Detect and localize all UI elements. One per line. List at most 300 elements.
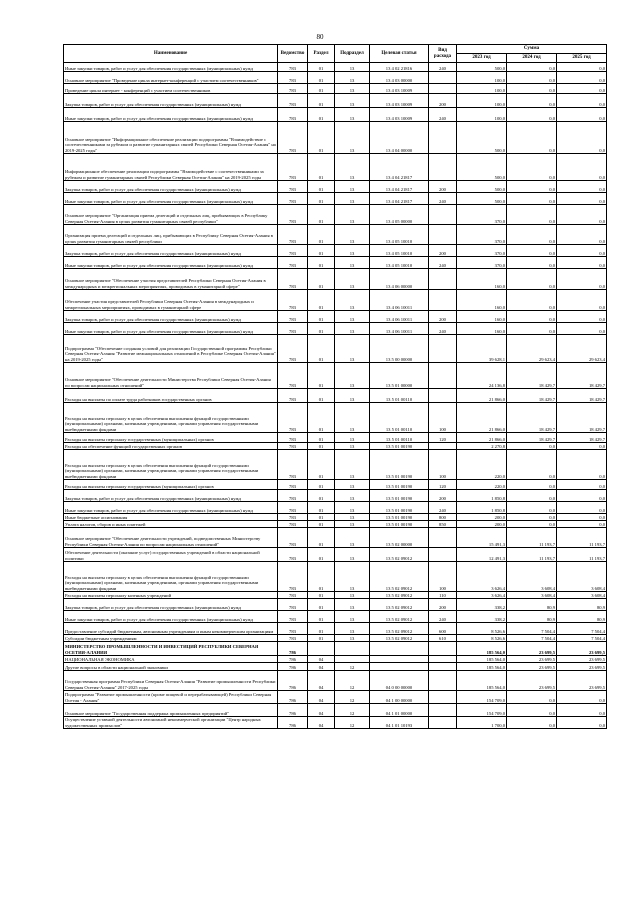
header-podrazdel: Подраздел [335,45,370,63]
row-expense-type-cell: 800 [429,514,457,521]
row-razdel-cell: 01 [308,193,335,205]
row-target-article-cell: 13 5 00 00000 [370,335,429,363]
row-name-cell: Закупка товаров, работ и услуг для обеспечения государственных (муниципальных) нужд [64,599,278,611]
table-row [64,84,607,94]
row-sum-2025-cell: 7 504,4 [557,623,607,635]
row-sum-2023-cell: 100,0 [457,72,507,84]
row-name-cell: Обеспечение участия представителей Республики Северная Осетия-Алания в международных и межрегиональных мероприятиях, проводимых в гуманитарной сфере [64,290,278,311]
row-sum-2025-cell: 3 608,4 [557,592,607,599]
row-expense-type-cell [429,225,457,245]
row-podrazdel-cell: 13 [335,521,370,528]
row-ved-cell: 783 [278,433,308,443]
row-expense-type-cell [429,205,457,225]
row-name-cell: Закупка товаров, работ и услуг для обеспечения государственных (муниципальных) нужд [64,181,278,193]
row-podrazdel-cell: 13 [335,84,370,94]
table-row [64,691,607,704]
row-expense-type-cell [429,122,457,154]
row-ved-cell: 783 [278,94,308,108]
row-sum-2023-cell: 185 564,0 [457,642,507,656]
table-row [64,592,607,599]
header-expense-type: Вид расхода [429,45,457,63]
row-ved-cell: 783 [278,225,308,245]
row-name-cell: Проведение цикла интернет - конференций с участием соотечественников [64,84,278,94]
row-sum-2023-cell: 220,0 [457,480,507,490]
row-ved-cell: 783 [278,562,308,592]
row-razdel-cell: 01 [308,611,335,623]
row-sum-2023-cell: 370,0 [457,205,507,225]
row-sum-2025-cell: 0,0 [557,269,607,290]
header-year-2024: 2024 год [507,54,557,63]
row-podrazdel-cell: 13 [335,269,370,290]
row-ved-cell: 783 [278,63,308,72]
row-sum-2023-cell: 39 628,1 [457,335,507,363]
row-name-cell: Основное мероприятие "Проведение цикла интернет-конференций с участием соотечественников" [64,72,278,84]
row-sum-2025-cell: 0,0 [557,122,607,154]
row-podrazdel-cell: 13 [335,480,370,490]
row-expense-type-cell: 100 [429,562,457,592]
row-expense-type-cell: 850 [429,521,457,528]
row-expense-type-cell [429,154,457,181]
table-row [64,450,607,480]
row-sum-2023-cell: 160,0 [457,311,507,323]
row-ved-cell: 783 [278,514,308,521]
row-name-cell: Иные бюджетные ассигнования [64,514,278,521]
row-sum-2024-cell: 18 429,7 [507,403,557,433]
row-sum-2023-cell: 1 850,8 [457,490,507,502]
row-sum-2025-cell: 0,0 [557,225,607,245]
row-sum-2025-cell: 0,0 [557,205,607,225]
row-sum-2025-cell: 0,0 [557,691,607,704]
budget-table [63,44,607,729]
row-ved-cell: 783 [278,290,308,311]
row-sum-2025-cell: 0,0 [557,108,607,122]
table-row [64,94,607,108]
row-ved-cell: 786 [278,717,308,729]
row-expense-type-cell [429,691,457,704]
row-sum-2023-cell: 160,0 [457,323,507,335]
row-sum-2023-cell: 100,0 [457,108,507,122]
row-podrazdel-cell: 13 [335,443,370,450]
row-sum-2023-cell: 185 564,0 [457,656,507,663]
row-ved-cell: 783 [278,205,308,225]
row-razdel-cell: 01 [308,225,335,245]
row-razdel-cell: 01 [308,443,335,450]
row-podrazdel-cell: 12 [335,691,370,704]
row-razdel-cell: 01 [308,63,335,72]
row-podrazdel-cell: 13 [335,562,370,592]
row-target-article-cell: 13 4 05 00000 [370,205,429,225]
row-target-article-cell: 13 4 03 10009 [370,94,429,108]
row-sum-2025-cell: 0,0 [557,290,607,311]
row-sum-2024-cell: 0,0 [507,691,557,704]
row-ved-cell: 783 [278,84,308,94]
row-expense-type-cell [429,72,457,84]
row-target-article-cell: 13 5 02 09012 [370,623,429,635]
row-ved-cell: 783 [278,311,308,323]
row-expense-type-cell: 240 [429,502,457,514]
row-razdel-cell: 04 [308,691,335,704]
row-expense-type-cell: 200 [429,181,457,193]
row-sum-2024-cell: 0,0 [507,225,557,245]
row-sum-2024-cell: 29 623,4 [507,335,557,363]
table-row [64,63,607,72]
row-target-article-cell: 13 5 01 00110 [370,389,429,403]
row-name-cell: Расходы на выплаты по оплате труда работников государственных органов [64,389,278,403]
row-sum-2025-cell: 23 699,5 [557,671,607,691]
row-sum-2024-cell: 0,0 [507,245,557,257]
row-sum-2024-cell: 23 699,5 [507,656,557,663]
row-sum-2023-cell: 154 709,0 [457,691,507,704]
row-sum-2025-cell: 0,0 [557,154,607,181]
row-expense-type-cell [429,389,457,403]
row-expense-type-cell [429,656,457,663]
row-podrazdel-cell: 13 [335,433,370,443]
row-name-cell: Основное мероприятие "Обеспечение деятельности Министерства Республики Северная Осетия-Алания по вопросам национальных отношений" [64,363,278,389]
row-podrazdel-cell: 13 [335,257,370,269]
row-podrazdel-cell: 13 [335,181,370,193]
row-name-cell: Обеспечение деятельности (оказание услуг) государственных учреждений в области национальной политики [64,548,278,562]
row-target-article-cell: 13 4 05 10010 [370,245,429,257]
row-name-cell: Иные закупки товаров, работ и услуг для обеспечения государственных (муниципальных) нужд [64,257,278,269]
row-name-cell: Закупка товаров, работ и услуг для обеспечения государственных (муниципальных) нужд [64,94,278,108]
row-name-cell: Расходы на выплаты персоналу в целях обеспечения выполнения функций государственными (муниципальными) органами, казенными учреждениями, органами управления государственными внебюджетными фондами [64,450,278,480]
row-expense-type-cell [429,663,457,671]
row-sum-2023-cell: 370,0 [457,225,507,245]
table-row [64,154,607,181]
row-sum-2025-cell: 0,0 [557,181,607,193]
row-sum-2023-cell: 12 491,3 [457,548,507,562]
row-expense-type-cell: 600 [429,623,457,635]
row-ved-cell: 783 [278,269,308,290]
row-sum-2025-cell: 23 699,5 [557,642,607,656]
row-target-article-cell [370,656,429,663]
row-name-cell: НАЦИОНАЛЬНАЯ ЭКОНОМИКА [64,656,278,663]
row-sum-2023-cell: 1 850,8 [457,502,507,514]
row-sum-2025-cell: 18 429,7 [557,389,607,403]
row-ved-cell: 783 [278,323,308,335]
row-expense-type-cell: 200 [429,245,457,257]
row-razdel-cell: 01 [308,480,335,490]
row-target-article-cell: 13 5 01 00190 [370,521,429,528]
row-sum-2025-cell: 0,0 [557,502,607,514]
row-podrazdel-cell: 13 [335,514,370,521]
table-row [64,389,607,403]
row-target-article-cell: 13 5 01 00110 [370,403,429,433]
row-razdel-cell: 04 [308,656,335,663]
row-sum-2024-cell: 0,0 [507,521,557,528]
table-row [64,704,607,717]
row-name-cell: Организация приема делегаций и отдельных лиц, прибывающих в Республику Северная Осетия-Алания в целях развития гуманитарных связей республики [64,225,278,245]
row-expense-type-cell: 240 [429,193,457,205]
row-razdel-cell: 01 [308,599,335,611]
row-razdel-cell: 01 [308,72,335,84]
row-razdel-cell: 01 [308,514,335,521]
row-ved-cell: 786 [278,663,308,671]
row-sum-2024-cell: 11 193,7 [507,528,557,548]
row-razdel-cell: 01 [308,521,335,528]
header-year-2025: 2025 год [557,54,607,63]
row-sum-2024-cell: 0,0 [507,480,557,490]
table-row [64,269,607,290]
table-row [64,562,607,592]
table-row [64,290,607,311]
row-sum-2025-cell: 0,0 [557,521,607,528]
row-podrazdel-cell: 13 [335,635,370,642]
row-expense-type-cell [429,335,457,363]
row-sum-2024-cell: 0,0 [507,122,557,154]
row-razdel-cell: 01 [308,502,335,514]
header-name: Наименование [64,45,278,63]
row-target-article-cell: 13 4 06 00000 [370,269,429,290]
row-razdel-cell: 01 [308,335,335,363]
row-podrazdel-cell: 13 [335,450,370,480]
row-razdel-cell: 01 [308,450,335,480]
row-podrazdel-cell: 13 [335,623,370,635]
row-ved-cell: 783 [278,245,308,257]
table-row [64,502,607,514]
row-sum-2025-cell: 0,0 [557,84,607,94]
table-row [64,642,607,656]
row-target-article-cell: 13 5 02 09012 [370,599,429,611]
row-podrazdel-cell: 13 [335,363,370,389]
row-sum-2023-cell: 338,2 [457,611,507,623]
row-razdel-cell: 01 [308,257,335,269]
table-row [64,599,607,611]
row-ved-cell: 786 [278,691,308,704]
row-expense-type-cell [429,269,457,290]
row-sum-2023-cell: 21 866,0 [457,433,507,443]
row-razdel-cell: 01 [308,269,335,290]
row-expense-type-cell: 240 [429,63,457,72]
row-ved-cell: 783 [278,443,308,450]
row-razdel-cell: 01 [308,108,335,122]
row-name-cell: Иные закупки товаров, работ и услуг для обеспечения государственных (муниципальных) нужд [64,108,278,122]
row-name-cell: Иные закупки товаров, работ и услуг для обеспечения государственных (муниципальных) нужд [64,323,278,335]
table-row [64,623,607,635]
row-podrazdel-cell: 13 [335,205,370,225]
table-row [64,335,607,363]
row-expense-type-cell: 240 [429,323,457,335]
row-sum-2024-cell: 23 699,5 [507,663,557,671]
row-target-article-cell: 13 4 04 00000 [370,122,429,154]
table-row [64,433,607,443]
row-sum-2024-cell: 0,0 [507,443,557,450]
row-sum-2024-cell: 0,0 [507,290,557,311]
row-name-cell: Закупка товаров, работ и услуг для обеспечения государственных (муниципальных) нужд [64,311,278,323]
row-razdel-cell: 01 [308,84,335,94]
row-ved-cell: 783 [278,257,308,269]
row-podrazdel-cell: 13 [335,311,370,323]
row-target-article-cell: 04 1 01 10193 [370,717,429,729]
row-ved-cell: 783 [278,548,308,562]
table-row [64,656,607,663]
row-target-article-cell: 13 4 06 10011 [370,323,429,335]
row-sum-2025-cell: 0,0 [557,704,607,717]
row-sum-2024-cell: 23 699,5 [507,642,557,656]
table-row [64,363,607,389]
row-name-cell: Расходы на выплаты персоналу в целях обеспечения выполнения функций государственными (муниципальными) органами, казенными учреждениями, органами управления государственными внебюджетными фондами [64,403,278,433]
row-sum-2023-cell: 160,0 [457,269,507,290]
table-row [64,181,607,193]
row-target-article-cell: 13 4 06 10011 [370,311,429,323]
table-row [64,403,607,433]
row-podrazdel-cell: 13 [335,490,370,502]
row-name-cell: Расходы на выплаты персоналу казенных учреждений [64,592,278,599]
row-podrazdel-cell: 13 [335,290,370,311]
row-name-cell: Информационное обеспечение реализации подпрограммы "Взаимодействие с соотечественниками за рубежом и развитие гуманитарных связей Республики Северная Осетия-Алания" на 2019-2025 годы [64,154,278,181]
row-ved-cell: 783 [278,480,308,490]
table-row [64,108,607,122]
row-name-cell: МИНИСТЕРСТВО ПРОМЫШЛЕННОСТИ И ИНВЕСТИЦИЙ РЕСПУБЛИКИ СЕВЕРНАЯ ОСЕТИЯ-АЛАНИЯ [64,642,278,656]
row-sum-2025-cell: 0,0 [557,72,607,84]
row-sum-2023-cell: 8 526,6 [457,623,507,635]
table-row [64,72,607,84]
row-ved-cell: 783 [278,635,308,642]
row-sum-2025-cell: 23 699,5 [557,663,607,671]
row-target-article-cell: 13 5 02 09012 [370,562,429,592]
row-target-article-cell: 13 4 06 10011 [370,290,429,311]
row-name-cell: Закупка товаров, работ и услуг для обеспечения государственных (муниципальных) нужд [64,245,278,257]
row-sum-2023-cell: 200,0 [457,514,507,521]
row-sum-2023-cell: 21 866,0 [457,389,507,403]
row-name-cell: Другие вопросы в области национальной экономики [64,663,278,671]
row-razdel-cell: 01 [308,122,335,154]
row-sum-2025-cell: 0,0 [557,480,607,490]
row-ved-cell: 783 [278,363,308,389]
row-target-article-cell: 13 4 05 10010 [370,257,429,269]
row-podrazdel-cell: 13 [335,122,370,154]
row-podrazdel-cell: 13 [335,599,370,611]
row-target-article-cell: 13 4 04 21817 [370,154,429,181]
table-row [64,122,607,154]
row-target-article-cell: 13 4 04 21817 [370,181,429,193]
table-row [64,257,607,269]
row-ved-cell: 783 [278,403,308,433]
row-expense-type-cell [429,548,457,562]
row-ved-cell: 783 [278,72,308,84]
row-name-cell: Субсидии бюджетным учреждениям [64,635,278,642]
row-target-article-cell: 13 4 02 21816 [370,63,429,72]
table-row [64,635,607,642]
row-razdel-cell: 01 [308,433,335,443]
row-sum-2025-cell: 3 608,4 [557,562,607,592]
table-row [64,205,607,225]
table-row [64,528,607,548]
row-sum-2023-cell: 100,0 [457,84,507,94]
row-sum-2023-cell: 500,0 [457,154,507,181]
row-name-cell: Закупка товаров, работ и услуг для обеспечения государственных (муниципальных) нужд [64,490,278,502]
row-ved-cell: 783 [278,389,308,403]
row-sum-2024-cell: 0,0 [507,704,557,717]
header-ved: Ведомство [278,45,308,63]
row-target-article-cell [370,642,429,656]
row-podrazdel-cell: 13 [335,528,370,548]
row-sum-2023-cell: 370,0 [457,257,507,269]
row-target-article-cell: 13 5 01 00110 [370,433,429,443]
row-target-article-cell: 13 4 03 10009 [370,108,429,122]
row-sum-2023-cell: 2 270,8 [457,443,507,450]
row-name-cell: Основное мероприятие "Государственная поддержка промышленных предприятий" [64,704,278,717]
row-podrazdel-cell [335,656,370,663]
row-expense-type-cell: 200 [429,311,457,323]
row-sum-2024-cell: 18 429,7 [507,363,557,389]
header-year-2023: 2023 год [457,54,507,63]
row-expense-type-cell: 240 [429,108,457,122]
row-target-article-cell: 13 5 02 09012 [370,548,429,562]
row-name-cell: Государственная программа Республики Северная Осетия-Алания "Развитие промышленности Республики Северная Осетия-Алания" 2017-2025 годы [64,671,278,691]
row-expense-type-cell: 120 [429,433,457,443]
table-row [64,717,607,729]
row-sum-2025-cell: 0,0 [557,514,607,521]
row-ved-cell: 783 [278,490,308,502]
row-razdel-cell: 04 [308,704,335,717]
row-sum-2024-cell: 0,0 [507,257,557,269]
row-expense-type-cell [429,671,457,691]
row-target-article-cell: 13 5 01 00190 [370,450,429,480]
row-sum-2025-cell: 0,0 [557,490,607,502]
row-sum-2024-cell: 0,0 [507,323,557,335]
row-sum-2024-cell: 80,9 [507,599,557,611]
row-target-article-cell: 13 5 01 00000 [370,363,429,389]
row-ved-cell: 783 [278,335,308,363]
table-row [64,323,607,335]
row-name-cell: Осуществление уставной деятельности автономной некоммерческой организации "Центр народных художественных промыслов" [64,717,278,729]
row-expense-type-cell: 200 [429,490,457,502]
row-ved-cell: 783 [278,528,308,548]
row-name-cell: Расходы на выплаты персоналу государственных (муниципальных) органов [64,433,278,443]
row-sum-2024-cell: 0,0 [507,94,557,108]
row-target-article-cell: 13 5 02 00000 [370,528,429,548]
row-name-cell: Уплата налогов, сборов и иных платежей [64,521,278,528]
row-sum-2025-cell: 0,0 [557,94,607,108]
row-sum-2023-cell: 15 491,3 [457,528,507,548]
row-sum-2023-cell: 1 700,0 [457,717,507,729]
row-razdel-cell: 01 [308,403,335,433]
table-body [64,63,607,729]
row-razdel-cell: 01 [308,323,335,335]
row-podrazdel-cell: 13 [335,403,370,433]
table-row [64,548,607,562]
row-podrazdel-cell: 13 [335,323,370,335]
row-expense-type-cell [429,290,457,311]
row-sum-2025-cell: 0,0 [557,257,607,269]
row-sum-2025-cell: 18 429,7 [557,403,607,433]
row-podrazdel-cell: 12 [335,671,370,691]
row-sum-2024-cell: 7 504,4 [507,635,557,642]
row-ved-cell: 783 [278,193,308,205]
row-sum-2025-cell: 0,0 [557,443,607,450]
row-razdel-cell: 01 [308,154,335,181]
row-sum-2025-cell: 18 429,7 [557,363,607,389]
row-razdel-cell: 01 [308,528,335,548]
row-sum-2025-cell: 23 699,5 [557,656,607,663]
row-ved-cell: 783 [278,592,308,599]
row-ved-cell: 786 [278,642,308,656]
row-name-cell: Иные закупки товаров, работ и услуг для обеспечения государственных (муниципальных) нужд [64,193,278,205]
row-podrazdel-cell [335,642,370,656]
row-ved-cell: 783 [278,108,308,122]
row-razdel-cell: 01 [308,181,335,193]
row-target-article-cell: 04 1 00 00000 [370,691,429,704]
row-expense-type-cell: 200 [429,599,457,611]
row-name-cell: Расходы на выплаты персоналу государственных (муниципальных) органов [64,480,278,490]
row-ved-cell: 786 [278,704,308,717]
row-sum-2023-cell: 500,0 [457,181,507,193]
row-name-cell: Подпрограмма "Обеспечение создания условий для реализации Государственной программы Республики Северная Осетия-Алания "Развитие межнациональных отношений в Республике Северная Осетия-Алания" на 2019-2025 годы" [64,335,278,363]
row-sum-2023-cell: 500,0 [457,122,507,154]
row-podrazdel-cell: 13 [335,389,370,403]
row-ved-cell: 783 [278,521,308,528]
